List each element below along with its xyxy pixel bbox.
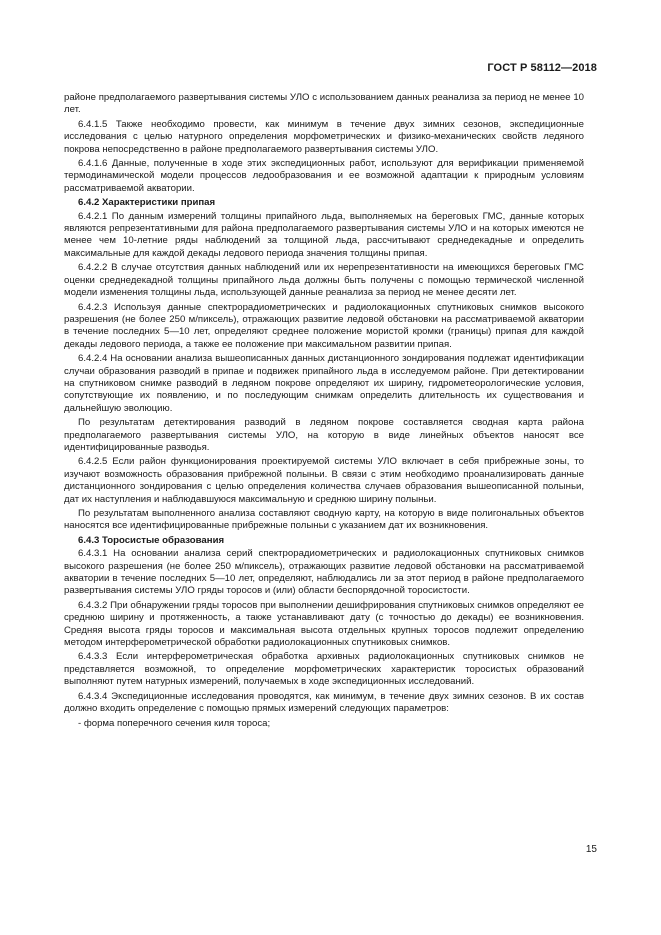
paragraph-6-4-1-5: 6.4.1.5 Также необходимо провести, как минимум в течение двух зимних сезонов, экспедиционные исследования с целью натурного определения морфометрических и физико-механических свойств ледяного покрова непосредственно в районе предполагаемого развертывания системы УЛО. — [64, 118, 584, 155]
paragraph-continuation: районе предполагаемого развертывания системы УЛО с использованием данных реанализа за период не менее 10 лет. — [64, 92, 584, 116]
paragraph-6-4-1-6: 6.4.1.6 Данные, полученные в ходе этих экспедиционных работ, используют для верификации применяемой термодинамической модели процессов ледообразования и ее возможной адаптации к природным условиям рассматриваемой акватории. — [64, 158, 584, 194]
paragraph-6-4-2-3: 6.4.2.3 Используя данные спектрорадиометрических и радиолокационных спутниковых снимков высокого разрешения (не более 250 м/пиксель), отражающих развитие ледовой обстановки на рассматриваемой акватории в течение последних 5—10 лет, определяют среднее положение мористой кромки (границы) припая для каждой декады ледового периода, а также ее положение при максимальном развитии припая. — [64, 301, 584, 350]
document-body — [64, 92, 584, 732]
paragraph-6-4-2-2: 6.4.2.2 В случае отсутствия данных наблюдений или их нерепрезентативности на имеющихся береговых ГМС оценки среднедекадной толщины припайного льда должны быть получены с помощью термической численной модели изменения толщины льда, использующей данные реанализа за период не менее десяти лет. — [64, 262, 584, 299]
heading-6-4-2: 6.4.2 Характеристики припая — [78, 197, 216, 209]
paragraph-6-4-3-4: 6.4.3.4 Экспедиционные исследования проводятся, как минимум, в течение двух зимних сезонов. В их состав должно входить определение с помощью прямых измерений следующих параметров: — [64, 690, 584, 715]
paragraph-6-4-2-4-summary: По результатам детектирования разводий в ледяном покрове составляется сводная карта района предполагаемого развертывания системы УЛО, на которую в виде линейных объектов наносят все идентифицированные разводья. — [64, 417, 584, 453]
paragraph-6-4-3-2: 6.4.3.2 При обнаружении гряды торосов при выполнении дешифрирования спутниковых снимков определяют ее среднюю ширину и протяженность, а также устанавливают дату (с точностью до декады) ее возникновения. Средняя высота гряды торосов и максимальная высота отдельных крупных торосов подлежит определению методом интерферометрической обработки радиолокационных спутниковых снимков. — [64, 599, 584, 649]
paragraph-6-4-3-1: 6.4.3.1 На основании анализа серий спектрорадиометрических и радиолокационных спутниковых снимков высокого разрешения (не более 250 м/пиксель), отражающих развитие ледовой обстановки на рассматриваемой акватории в течение последних 5—10 лет, определяют, наблюдались ли за этот период в районе предполагаемого развертывания системы УЛО гряды торосов и (или) области беспорядочной торосистости. — [64, 548, 584, 597]
list-item: - форма поперечного сечения киля тороса; — [78, 717, 271, 729]
heading-6-4-3: 6.4.3 Торосистые образования — [78, 534, 225, 546]
paragraph-6-4-2-5-summary: По результатам выполненного анализа составляют сводную карту, на которую в виде полигональных объектов наносятся все идентифицированные прибрежные полыньи с указанием дат их возникновения. — [64, 508, 584, 532]
paragraph-6-4-2-4: 6.4.2.4 На основании анализа вышеописанных данных дистанционного зондирования подлежат идентификации случаи образования разводий в припае и подвижек припайного льда в исследуемом районе. При детектировании на спутниковом снимке разводий в ледяном покрове определяют их ширину, гидрометеорологические условия, сопутствующие их появлению, и по последующим снимкам определить длительность их существования и дальнейшую эволюцию. — [64, 353, 584, 414]
paragraph-6-4-2-5: 6.4.2.5 Если район функционирования проектируемой системы УЛО включает в себя прибрежные зоны, то изучают возможность образования прибрежной полыньи. В связи с этим необходимо проанализировать данные дистанционного зондирования с целью определения количества случаев образования вышеописанной полыньи, дат их наступления и наблюдавшуюся максимальную и среднюю ширину полыньи. — [64, 456, 584, 505]
page-number: 15 — [585, 844, 597, 855]
paragraph-6-4-2-1: 6.4.2.1 По данным измерений толщины припайного льда, выполняемых на береговых ГМС, данные которых являются репрезентативными для района предполагаемого развертывания системы УЛО и на которых имеются не менее чем 10-летние ряды наблюдений за толщиной льда, рассчитывают среднедекадные и определить максимальные для каждой декады ледового периода значения толщины припая. — [64, 210, 584, 259]
paragraph-6-4-3-3: 6.4.3.3 Если интерферометрическая обработка архивных радиолокационных спутниковых снимков не представляется возможной, то определение морфометрических характеристик торосистых образований выполняют путем натурных измерений, получаемых в ходе экспедиционных исследований. — [64, 651, 584, 688]
document-code: ГОСТ Р 58112—2018 — [487, 62, 597, 74]
